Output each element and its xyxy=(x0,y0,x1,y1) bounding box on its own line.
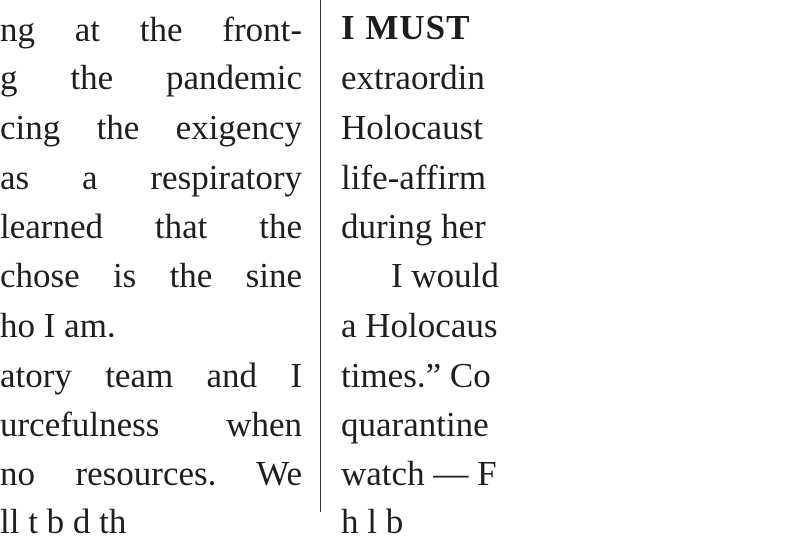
text-line: as a respiratory xyxy=(0,158,302,197)
text-line: Holocaust xyxy=(341,108,483,147)
text-line: extraordin xyxy=(341,58,485,97)
left-text-column xyxy=(0,0,302,541)
text-line: urcefulness when xyxy=(0,405,302,444)
text-line: ng at the front- xyxy=(0,10,302,49)
text-line-partial: ll t b d th xyxy=(0,502,127,541)
text-line: chose is the sine xyxy=(0,256,302,295)
text-line-partial: h l b xyxy=(341,502,404,541)
text-line: during her xyxy=(341,207,486,246)
text-line: no resources. We xyxy=(0,454,302,493)
text-line: a Holocaus xyxy=(341,306,498,345)
text-line: life-affirm xyxy=(341,158,487,197)
text-line: ho I am. xyxy=(0,306,116,345)
column-divider xyxy=(320,0,321,512)
text-line: quarantine xyxy=(341,405,489,444)
text-line: learned that the xyxy=(0,207,302,246)
text-line: cing the exigency xyxy=(0,108,302,147)
text-line: times.” Co xyxy=(341,356,491,395)
text-line: atory team and I xyxy=(0,356,302,395)
right-text-column xyxy=(341,0,512,541)
text-line: g the pandemic xyxy=(0,58,302,97)
text-line: watch — F xyxy=(341,454,497,493)
section-heading: I MUST xyxy=(341,8,471,47)
paragraph-first-line: I would xyxy=(391,256,499,295)
